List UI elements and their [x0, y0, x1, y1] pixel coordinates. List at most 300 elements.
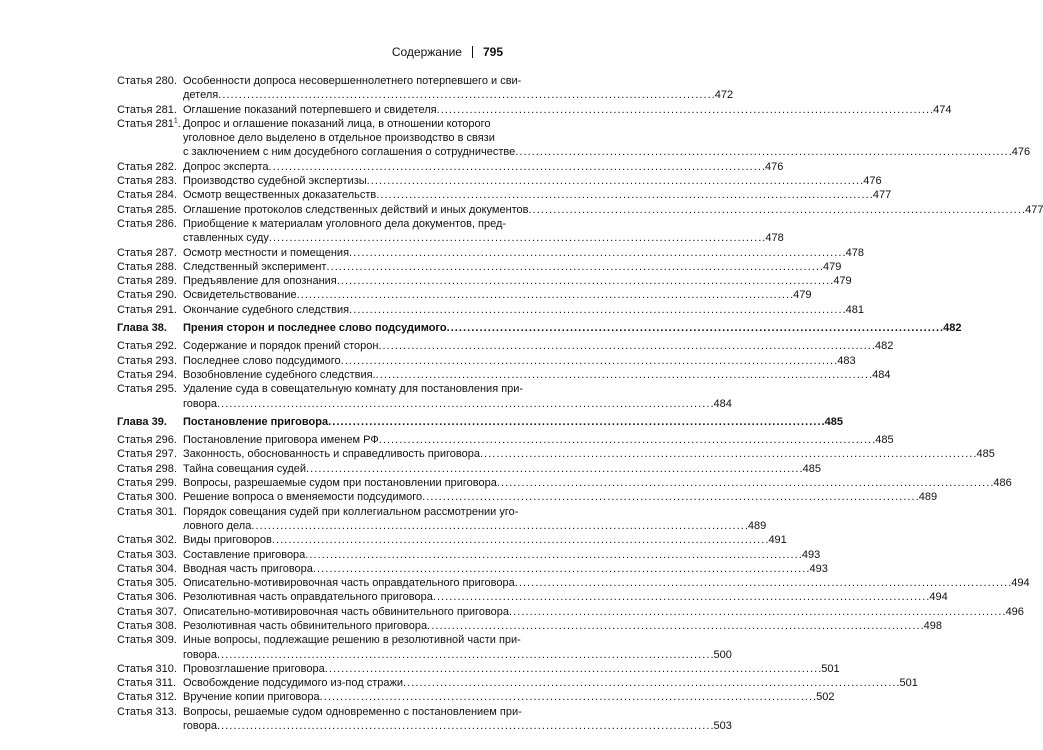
toc-entry-label — [117, 690, 183, 704]
toc-entry-title: Допрос эксперта — [183, 160, 269, 173]
dot-leader — [272, 533, 768, 547]
toc-page-number: 502 — [816, 691, 835, 704]
toc-entry-title: Решение вопроса о вменяемости подсудимого — [183, 491, 423, 504]
toc-entry-line — [183, 246, 864, 260]
toc-entry-label — [117, 288, 183, 302]
dot-leader — [529, 203, 1025, 217]
toc-entry — [117, 676, 918, 690]
dot-leader — [218, 88, 714, 102]
toc-page-number: 485 — [802, 462, 821, 475]
toc-entry-title: Последнее слово подсудимого — [183, 354, 341, 367]
toc-entry-line — [183, 662, 840, 676]
toc-entry-title: ловного дела — [183, 519, 252, 532]
toc-page-number: 493 — [801, 548, 821, 561]
toc-entry-title: Содержание и порядок прений сторон — [183, 340, 379, 353]
toc-entry-number: Статья 310. — [117, 662, 177, 675]
toc-entry-title: Осмотр вещественных доказательств — [183, 189, 377, 202]
toc-entry-title: Возобновление судебного следствия. — [183, 368, 376, 381]
toc-entry-title: Тайна совещания судей — [183, 462, 307, 475]
toc-entry-title: Резолютивная часть обвинительного приговора — [183, 619, 428, 632]
toc-entry-text — [183, 321, 961, 335]
toc-entry-line — [183, 476, 1012, 490]
toc-entry-number: Статья 294. — [117, 368, 177, 381]
toc-entry-label — [117, 203, 183, 217]
dot-leader — [341, 354, 837, 368]
toc-chapter-entry — [117, 321, 962, 335]
toc-entry-number: Статья 293. — [117, 354, 177, 367]
toc-page-number: 476 — [765, 160, 784, 173]
toc-entry-text — [183, 548, 820, 562]
toc-entry-text — [183, 339, 893, 353]
toc-entry-number: Глава 39. — [117, 415, 167, 428]
toc-entry-superscript: 1 — [173, 117, 178, 125]
toc-entry — [117, 505, 767, 534]
toc-entry-number: Статья 301. — [117, 505, 177, 518]
toc-entry-line — [183, 354, 856, 368]
toc-entry-line — [183, 217, 784, 231]
toc-page-number: 496 — [1005, 605, 1024, 618]
toc-page-number: 479 — [823, 260, 842, 273]
toc-entry-line — [183, 462, 821, 476]
toc-entry — [117, 562, 828, 576]
toc-page-number: 483 — [837, 354, 856, 367]
toc-page-number: 501 — [899, 677, 918, 690]
toc-entry-line — [183, 303, 864, 317]
toc-entry-line — [183, 605, 1024, 619]
toc-entry-title: Следственный эксперимент — [183, 260, 327, 273]
toc-entry-line — [183, 117, 1030, 131]
toc-entry-title: ставленных суду — [183, 232, 269, 245]
dot-leader — [403, 676, 899, 690]
toc-entry-text — [183, 690, 835, 704]
toc-entry-text — [183, 217, 784, 246]
toc-entry-label — [117, 174, 183, 188]
toc-entry-number: Статья 295. — [117, 383, 177, 396]
toc-page-number: 478 — [845, 246, 864, 259]
dot-leader — [497, 476, 993, 490]
toc-entry-line — [183, 505, 766, 519]
toc-entry-line — [183, 576, 1030, 590]
toc-entry — [117, 690, 835, 704]
toc-entry-text — [183, 160, 783, 174]
toc-entry-label — [117, 705, 183, 734]
toc-entry — [117, 217, 784, 246]
toc-entry-number: Статья 283. — [117, 175, 177, 188]
toc-page-number: 503 — [713, 720, 732, 733]
toc-page-number: 489 — [918, 491, 938, 504]
toc-entry-title: Вопросы, разрешаемые судом при постановлении приговора — [183, 477, 497, 490]
toc-entry-title: Иные вопросы, подлежащие решению в резолютивной части при- — [183, 634, 521, 647]
dot-leader — [251, 519, 747, 533]
toc-entry-title: Производство судебной экспертизы — [183, 175, 367, 188]
dot-leader — [269, 231, 765, 245]
toc-page-number: 478 — [765, 232, 784, 245]
toc-page-number: 489 — [747, 519, 767, 532]
toc-entry-number: Статья 306. — [117, 591, 177, 604]
toc-entry-title: Оглашение показаний потерпевшего и свидетеля — [183, 103, 437, 116]
toc-entry-label — [117, 505, 183, 534]
toc-entry-title: Освидетельствование — [183, 289, 297, 302]
toc-entry-label — [117, 562, 183, 576]
toc-entry-text — [183, 188, 891, 202]
toc-entry — [117, 117, 1031, 160]
toc-page-number: 501 — [821, 662, 840, 675]
toc-entry-text — [183, 433, 894, 447]
dot-leader — [349, 303, 845, 317]
toc-entry-line — [183, 231, 784, 245]
toc-page-number: 479 — [833, 275, 852, 288]
toc-entry — [117, 382, 732, 411]
toc-entry-text — [183, 476, 1012, 490]
toc-entry-label — [117, 605, 183, 619]
toc-entry-label — [117, 676, 183, 690]
toc-entry-label — [117, 368, 183, 382]
toc-entry-text — [183, 490, 937, 504]
toc-entry-text — [183, 633, 732, 662]
toc-page-number: 476 — [863, 175, 882, 188]
dot-leader — [217, 719, 713, 733]
toc-entry-title: Провозглашение приговора — [183, 662, 325, 675]
dot-leader — [297, 288, 793, 302]
toc-entry-number: Статья 313. — [117, 705, 177, 718]
toc-entry-number: Статья 285. — [117, 203, 177, 216]
toc-entry-line — [183, 274, 852, 288]
toc-entry-line — [183, 619, 942, 633]
toc-entry — [117, 354, 856, 368]
toc-entry-line — [183, 533, 787, 547]
toc-entry-number: Статья 287. — [117, 246, 177, 259]
toc-entry — [117, 619, 943, 633]
toc-entry — [117, 447, 995, 461]
toc-entry-line — [183, 490, 937, 504]
toc-entry-number: Статья 303. — [117, 548, 177, 561]
toc-entry-title: детеля — [183, 89, 219, 102]
toc-entry-text — [183, 676, 918, 690]
toc-entry-line — [183, 690, 835, 704]
toc-entry-text — [183, 505, 766, 534]
toc-entry-line — [183, 519, 766, 533]
toc-entry-label — [117, 246, 183, 260]
toc-entry-line — [183, 548, 820, 562]
toc-entry — [117, 576, 1030, 590]
toc-entry-title: Описательно-мотивировочная часть обвинительного приговора — [183, 605, 510, 618]
toc-entry-line — [183, 705, 732, 719]
toc-entry-number: Статья 302. — [117, 534, 177, 547]
toc-entry-title: Прения сторон и последнее слово подсудимого — [183, 322, 447, 335]
toc-entry-title: Постановление приговора — [183, 415, 329, 428]
toc-entry-number: Статья 291. — [117, 303, 177, 316]
toc-entry-title: Постановление приговора именем РФ — [183, 434, 379, 447]
toc-entry — [117, 476, 1012, 490]
toc-entry-number: Статья 292. — [117, 340, 177, 353]
toc-page-number: 493 — [809, 562, 828, 575]
toc-entry-title: Вводная часть приговора — [183, 562, 313, 575]
toc-entry-text — [183, 619, 942, 633]
toc-entry-title: Особенности допроса несовершеннолетнего потерпевшего и сви- — [183, 75, 522, 87]
toc-page-number: 482 — [943, 322, 962, 335]
toc-entry-text — [183, 288, 812, 302]
dot-leader — [337, 274, 833, 288]
toc-entry-line — [183, 174, 882, 188]
toc-entry-line — [183, 676, 918, 690]
toc-entry-line — [183, 447, 995, 461]
toc-entry-label — [117, 633, 183, 662]
toc-entry — [117, 368, 891, 382]
header-divider — [472, 46, 473, 58]
toc-entry-title: Окончание судебного следствия — [183, 303, 350, 316]
toc-entry — [117, 605, 1024, 619]
toc-entry-line — [183, 339, 893, 353]
dot-leader — [268, 160, 764, 174]
toc-page-number: 479 — [793, 289, 812, 302]
toc-entry — [117, 662, 840, 676]
toc-page-number: 477 — [1025, 203, 1043, 216]
toc-page-number: 476 — [1011, 146, 1031, 159]
dot-leader — [378, 339, 874, 353]
toc-entry-line — [183, 288, 812, 302]
toc-entry-line — [183, 203, 1043, 217]
dot-leader — [326, 260, 822, 274]
dot-leader — [367, 174, 863, 188]
dot-leader — [515, 576, 1011, 590]
toc-entry-label — [117, 117, 183, 160]
toc-entry — [117, 633, 732, 662]
toc-entry-label — [117, 490, 183, 504]
dot-leader — [306, 462, 802, 476]
toc-entry-label — [117, 415, 183, 429]
toc-entry-text — [183, 605, 1024, 619]
dot-leader — [422, 490, 918, 504]
toc-entry-title: Осмотр местности и помещения — [183, 246, 350, 259]
toc-entry-line — [183, 382, 732, 396]
toc-entry-text — [183, 246, 864, 260]
toc-entry-label — [117, 382, 183, 411]
toc-entry-title: Описательно-мотивировочная часть оправдательного приговора — [183, 577, 515, 590]
toc-entry-line — [183, 260, 841, 274]
toc-entry-label — [117, 619, 183, 633]
toc-entry-text — [183, 174, 882, 188]
toc-page-number: 477 — [872, 189, 892, 202]
toc-entry-number: Статья 281 — [117, 117, 174, 130]
toc-page-number: 485 — [976, 448, 995, 461]
dot-leader — [515, 145, 1011, 159]
toc-chapter-entry — [117, 415, 843, 429]
toc-entry-text — [183, 705, 732, 734]
toc-entry-title: Вручение копии приговора — [183, 691, 320, 704]
toc-entry-title: говора — [183, 397, 217, 410]
toc-entry-number: Статья 300. — [117, 491, 177, 504]
toc-entry-label — [117, 662, 183, 676]
toc-entry — [117, 339, 894, 353]
dot-leader — [217, 397, 713, 411]
toc-entry-line — [183, 562, 828, 576]
dot-leader — [376, 368, 872, 382]
toc-entry-line — [183, 145, 1030, 159]
toc-entry — [117, 303, 865, 317]
toc-entry-text — [183, 382, 732, 411]
toc-entry-label — [117, 576, 183, 590]
dot-leader — [437, 103, 933, 117]
toc-page-number: 484 — [713, 397, 732, 410]
toc-entry-title: Резолютивная часть оправдательного приговора — [183, 591, 433, 604]
toc-entry-label — [117, 303, 183, 317]
toc-entry-number: Статья 298. — [117, 462, 177, 475]
toc-entry-number: Статья 305. — [117, 577, 177, 590]
dot-leader — [480, 447, 976, 461]
toc-entry — [117, 188, 892, 202]
dot-leader — [433, 590, 929, 604]
toc-entry — [117, 160, 784, 174]
toc-entry-label — [117, 217, 183, 246]
toc-entry-title: говора — [183, 720, 217, 733]
toc-entry-label — [117, 188, 183, 202]
running-header — [392, 45, 503, 59]
toc-page-number: 485 — [824, 415, 843, 428]
toc-entry-text — [183, 260, 841, 274]
toc-page-number: 482 — [874, 340, 894, 353]
toc-entry-title: Составление приговора — [183, 548, 306, 561]
toc-entry-number: Статья 299. — [117, 477, 177, 490]
dot-leader — [447, 321, 943, 335]
dot-leader — [376, 188, 872, 202]
toc-entry-text — [183, 447, 995, 461]
toc-page-number: 491 — [768, 534, 787, 547]
toc-entry — [117, 705, 732, 734]
toc-entry-number: Статья 286. — [117, 217, 177, 230]
dot-leader — [509, 605, 1005, 619]
toc-entry-label — [117, 160, 183, 174]
section-title: Содержание — [391, 45, 462, 59]
toc-entry-number-suffix: . — [177, 117, 181, 130]
toc-entry-number: Статья 296. — [117, 434, 177, 447]
toc-entry-title: Приобщение к материалам уголовного дела документов, пред- — [183, 217, 507, 230]
toc-entry-title: говора — [183, 648, 217, 661]
toc-entry-title: Порядок совещания судей при коллегиальном рассмотрении уго- — [183, 505, 519, 518]
toc-entry-label — [117, 590, 183, 604]
toc-entry-title: Удаление суда в совещательную комнату для постановления при- — [183, 383, 524, 396]
toc-entry — [117, 246, 864, 260]
toc-entry-number: Статья 288. — [117, 260, 177, 273]
toc-entry — [117, 174, 882, 188]
toc-entry-text — [183, 562, 828, 576]
toc-entry-text — [183, 462, 821, 476]
toc-entry-line — [183, 590, 948, 604]
dot-leader — [325, 662, 821, 676]
toc-entry-label — [117, 462, 183, 476]
toc-entry-text — [183, 103, 952, 117]
toc-entry-label — [117, 274, 183, 288]
table-of-contents — [117, 74, 1043, 733]
toc-entry — [117, 462, 821, 476]
toc-entry-text — [183, 354, 856, 368]
dot-leader — [349, 246, 845, 260]
toc-entry-line — [183, 433, 894, 447]
toc-entry-number: Статья 282. — [117, 160, 177, 173]
toc-entry-number: Статья 304. — [117, 562, 177, 575]
toc-entry — [117, 103, 952, 117]
dot-leader — [379, 433, 875, 447]
toc-entry-number: Статья 307. — [117, 605, 177, 618]
toc-entry-text — [183, 368, 891, 382]
toc-entry-line — [183, 103, 952, 117]
toc-entry — [117, 260, 842, 274]
dot-leader — [427, 619, 923, 633]
toc-entry-label — [117, 339, 183, 353]
toc-entry-label — [117, 548, 183, 562]
toc-entry — [117, 274, 852, 288]
toc-entry-text — [183, 303, 864, 317]
toc-entry-title: Вопросы, решаемые судом одновременно с постановлением при- — [183, 705, 522, 718]
toc-entry-text — [183, 533, 787, 547]
toc-entry-number: Статья 312. — [117, 691, 177, 704]
toc-entry-text — [183, 274, 852, 288]
toc-entry-text — [183, 74, 733, 103]
toc-entry-title: Допрос и оглашение показаний лица, в отношении которого — [183, 117, 491, 130]
toc-entry-line — [183, 368, 891, 382]
toc-entry-line — [183, 415, 843, 429]
toc-entry-text — [183, 576, 1030, 590]
toc-entry-label — [117, 476, 183, 490]
toc-entry-line — [183, 188, 891, 202]
toc-page-number: 481 — [845, 303, 865, 316]
dot-leader — [320, 690, 816, 704]
toc-entry-label — [117, 103, 183, 117]
toc-entry-number: Статья 308. — [117, 619, 177, 632]
dot-leader — [217, 648, 713, 662]
toc-page-number: 500 — [713, 648, 732, 661]
toc-entry-text — [183, 662, 840, 676]
dot-leader — [328, 415, 824, 429]
toc-page-number: 472 — [714, 89, 734, 102]
toc-entry — [117, 74, 734, 103]
toc-entry-line — [183, 648, 732, 662]
toc-entry-label — [117, 447, 183, 461]
toc-entry-number: Статья 280. — [117, 75, 177, 87]
toc-entry — [117, 533, 787, 547]
toc-entry-number: Статья 290. — [117, 289, 177, 302]
toc-entry-line — [183, 397, 732, 411]
toc-entry-text — [183, 117, 1030, 160]
dot-leader — [305, 548, 801, 562]
toc-entry-label — [117, 433, 183, 447]
page-number: 795 — [482, 45, 503, 59]
toc-entry-title: Предъявление для опознания — [183, 275, 337, 288]
toc-entry-text — [183, 590, 948, 604]
toc-entry-text — [183, 415, 843, 429]
toc-entry-line — [183, 131, 1030, 145]
toc-page-number: 484 — [872, 368, 891, 381]
toc-entry-line — [183, 633, 732, 647]
toc-page-number: 485 — [875, 434, 894, 447]
toc-entry-number: Статья 311. — [117, 677, 177, 690]
toc-entry — [117, 590, 948, 604]
toc-page-number: 494 — [929, 591, 948, 604]
toc-entry-number: Статья 309. — [117, 634, 177, 647]
toc-entry-line — [183, 719, 732, 733]
toc-entry-line — [183, 74, 733, 88]
toc-entry — [117, 433, 894, 447]
toc-entry-line — [183, 88, 733, 102]
toc-entry-number: Статья 281. — [117, 103, 177, 116]
toc-entry-label — [117, 260, 183, 274]
toc-entry-title: Освобождение подсудимого из-под стражи — [183, 677, 403, 690]
toc-entry-title: Оглашение протоколов следственных действий и иных документов — [183, 203, 529, 216]
toc-entry-title: уголовное дело выделено в отдельное производство в связи — [183, 132, 495, 145]
toc-entry-label — [117, 533, 183, 547]
toc-entry-number: Статья 289. — [117, 275, 177, 288]
toc-entry — [117, 203, 1043, 217]
toc-page-number: 474 — [933, 103, 952, 116]
